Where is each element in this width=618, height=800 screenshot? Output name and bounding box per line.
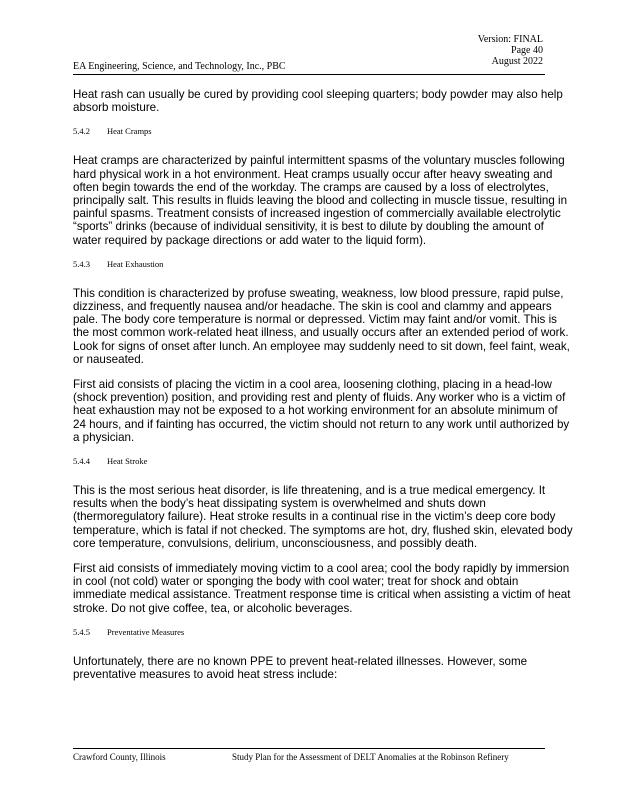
section-heading: [73, 627, 573, 637]
header-date: August 2022: [491, 56, 543, 67]
section-heat-cramps: [73, 126, 573, 246]
section-title: Heat Exhaustion: [107, 258, 164, 269]
intro-paragraph: Heat rash can usually be cured by providing cool sleeping quarters; body powder may also help absorb moisture.: [73, 88, 563, 115]
section-number: 5.4.5: [73, 626, 90, 637]
footer-location: Crawford County, Illinois: [73, 752, 166, 762]
paragraph: First aid consists of placing the victim in a cool area, loosening clothing, placing in a head-low (shock prevention) position, and providing rest and plenty of fluids. Any worker who is a victim of heat exhaustion may not be exposed to a hot working environment for an absolute minimum of 24 hours, and if fainting has occurred, the victim should not return to any work until authorized by a physician.: [73, 378, 570, 444]
paragraph: Heat cramps are characterized by painful intermittent spasms of the voluntary muscles following hard physical work in a hot environment. Heat cramps usually occur after heavy sweating and often begin towards the end of the workday. The cramps are caused by a loss of electrolytes, principally salt. This results in fluids leaving the blood and collecting in muscle tissue, resulting in painful spasms. Treatment consists of increased ingestion of commercially available electrolytic “sports” drinks (because of individual sensitivity, it is best to dilute by doubling the amount of water required by package directions or add water to the liquid form).: [73, 154, 568, 247]
header-page-number: Page 40: [511, 45, 543, 56]
header-meta: [478, 34, 543, 67]
section-number: 5.4.2: [73, 126, 90, 137]
footer-divider: [73, 748, 545, 749]
section-title: Preventative Measures: [107, 626, 185, 637]
paragraph: First aid consists of immediately moving victim to a cool area; cool the body rapidly by immersion in cool (not cold) water or sponging the body with cool water; treat for shock and obtain immediate medical assistance. Treatment response time is critical when assisting a victim of heat stroke. Do not give coffee, tea, or alcoholic beverages.: [73, 562, 571, 615]
section-number: 5.4.4: [73, 456, 90, 467]
document-body: [73, 88, 573, 693]
section-preventative-measures: [73, 627, 573, 681]
header-company: EA Engineering, Science, and Technology, Inc., PBC: [73, 61, 286, 72]
section-heading: [73, 456, 573, 466]
paragraph: This is the most serious heat disorder, is life threatening, and is a true medical emergency. It results when the body’s heat dissipating system is overwhelmed and shuts down (thermoregulatory failure). Heat stroke results in a continual rise in the victim’s deep core body temperature, which is fatal if not checked. The symptoms are hot, dry, flushed skin, elevated body core temperature, convulsions, delirium, unconsciousness, and possibly death.: [73, 484, 573, 550]
section-heading: [73, 126, 573, 136]
section-heat-stroke: [73, 456, 573, 615]
section-heat-exhaustion: [73, 259, 573, 444]
section-heading: [73, 259, 573, 269]
section-title: Heat Cramps: [107, 126, 152, 137]
section-number: 5.4.3: [73, 258, 90, 269]
header-divider: [73, 74, 545, 75]
section-title: Heat Stroke: [107, 456, 148, 467]
footer-document-title: Study Plan for the Assessment of DELT Anomalies at the Robinson Refinery: [232, 752, 509, 762]
header-version: Version: FINAL: [477, 34, 543, 45]
paragraph: Unfortunately, there are no known PPE to prevent heat-related illnesses. However, some preventative measures to avoid heat stress include:: [73, 654, 528, 682]
paragraph: This condition is characterized by profuse sweating, weakness, low blood pressure, rapid pulse, dizziness, and frequently nausea and/or headache. The skin is cool and clammy and appears pale. The body core temperature is normal or depressed. Victim may faint and/or vomit. This is the most common work-related heat illness, and usually occurs after an extended period of work. Look for signs of onset after lunch. An employee may suddenly need to sit down, feel faint, weak, or nauseated.: [73, 286, 570, 366]
